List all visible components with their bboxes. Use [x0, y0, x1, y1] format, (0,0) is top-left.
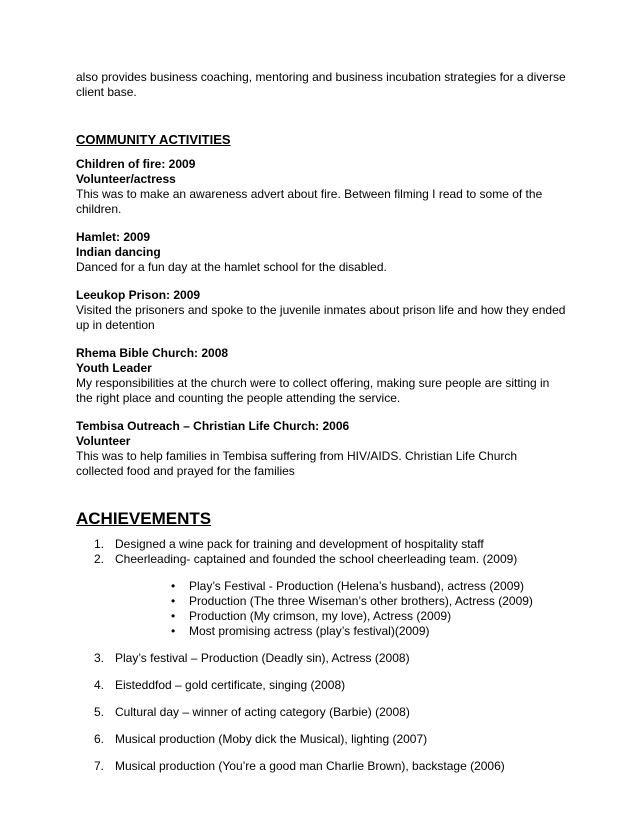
list-item — [76, 552, 566, 639]
item-number: 5. — [94, 705, 105, 719]
item-number: 3. — [94, 651, 105, 665]
achievements-heading: ACHIEVEMENTS — [76, 509, 212, 528]
list-item — [76, 759, 566, 774]
item-text: Play’s festival – Production (Deadly sin), Actress (2008) — [115, 651, 410, 665]
document-page — [76, 70, 566, 774]
entry-title: Children of fire: 2009 — [76, 157, 196, 171]
sub-item-text: Play’s Festival - Production (Helena’s husband), actress (2009) — [189, 579, 525, 593]
sub-list-item — [115, 594, 566, 609]
entry-role: Volunteer — [76, 434, 131, 448]
community-entry — [76, 288, 566, 333]
entry-title: Tembisa Outreach – Christian Life Church: 2006 — [76, 419, 350, 433]
list-item — [76, 651, 566, 666]
community-activities-section — [76, 132, 566, 479]
entry-role: Volunteer/actress — [76, 172, 176, 186]
community-entry — [76, 419, 566, 479]
sub-item-text: Production (The three Wiseman’s other brothers), Actress (2009) — [189, 594, 533, 608]
community-entry — [76, 157, 566, 217]
list-item — [76, 678, 566, 693]
list-item — [76, 732, 566, 747]
item-text: Eisteddfod – gold certificate, singing (2008) — [115, 678, 346, 692]
sub-list — [115, 579, 566, 639]
bullet-icon: • — [171, 609, 176, 623]
intro-paragraph: also provides business coaching, mentoring and business incubation strategies for a diverse client base. — [76, 70, 566, 99]
item-text: Musical production (You’re a good man Charlie Brown), backstage (2006) — [115, 759, 505, 773]
entry-description: This was to help families in Tembisa suffering from HIV/AIDS. Christian Life Church collected food and prayed for the families — [76, 449, 518, 478]
bullet-icon: • — [171, 579, 176, 593]
entry-role: Indian dancing — [76, 245, 161, 259]
entry-title: Rhema Bible Church: 2008 — [76, 346, 229, 360]
achievements-list — [76, 537, 566, 774]
list-item — [76, 537, 566, 552]
community-entry — [76, 346, 566, 406]
entry-description: This was to make an awareness advert about fire. Between filming I read to some of the children. — [76, 187, 543, 216]
entry-role: Youth Leader — [76, 361, 152, 375]
item-number: 7. — [94, 759, 105, 773]
item-text: Cultural day – winner of acting category (Barbie) (2008) — [115, 705, 410, 719]
community-heading: COMMUNITY ACTIVITIES — [76, 132, 231, 147]
bullet-icon: • — [171, 624, 176, 638]
entry-title: Hamlet: 2009 — [76, 230, 151, 244]
achievements-section — [76, 509, 566, 774]
item-number: 1. — [94, 537, 105, 551]
entry-description: Danced for a fun day at the hamlet school for the disabled. — [76, 260, 387, 274]
sub-list-item — [115, 579, 566, 594]
list-item — [76, 705, 566, 720]
item-text: Designed a wine pack for training and development of hospitality staff — [115, 537, 484, 551]
entry-description: My responsibilities at the church were to collect offering, making sure people are sitting in the right place and counting the people attending the service. — [76, 376, 550, 405]
item-number: 2. — [94, 552, 105, 566]
community-entry — [76, 230, 566, 275]
item-text: Musical production (Moby dick the Musical), lighting (2007) — [115, 732, 428, 746]
item-text: Cheerleading- captained and founded the school cheerleading team. (2009) — [115, 552, 518, 566]
sub-item-text: Most promising actress (play’s festival)(2009) — [189, 624, 430, 638]
item-number: 6. — [94, 732, 105, 746]
sub-list-item — [115, 609, 566, 624]
bullet-icon: • — [171, 594, 176, 608]
item-number: 4. — [94, 678, 105, 692]
entry-title: Leeukop Prison: 2009 — [76, 288, 201, 302]
sub-list-item — [115, 624, 566, 639]
sub-item-text: Production (My crimson, my love), Actress (2009) — [189, 609, 452, 623]
entry-description: Visited the prisoners and spoke to the juvenile inmates about prison life and how they ended up in detention — [76, 303, 566, 332]
